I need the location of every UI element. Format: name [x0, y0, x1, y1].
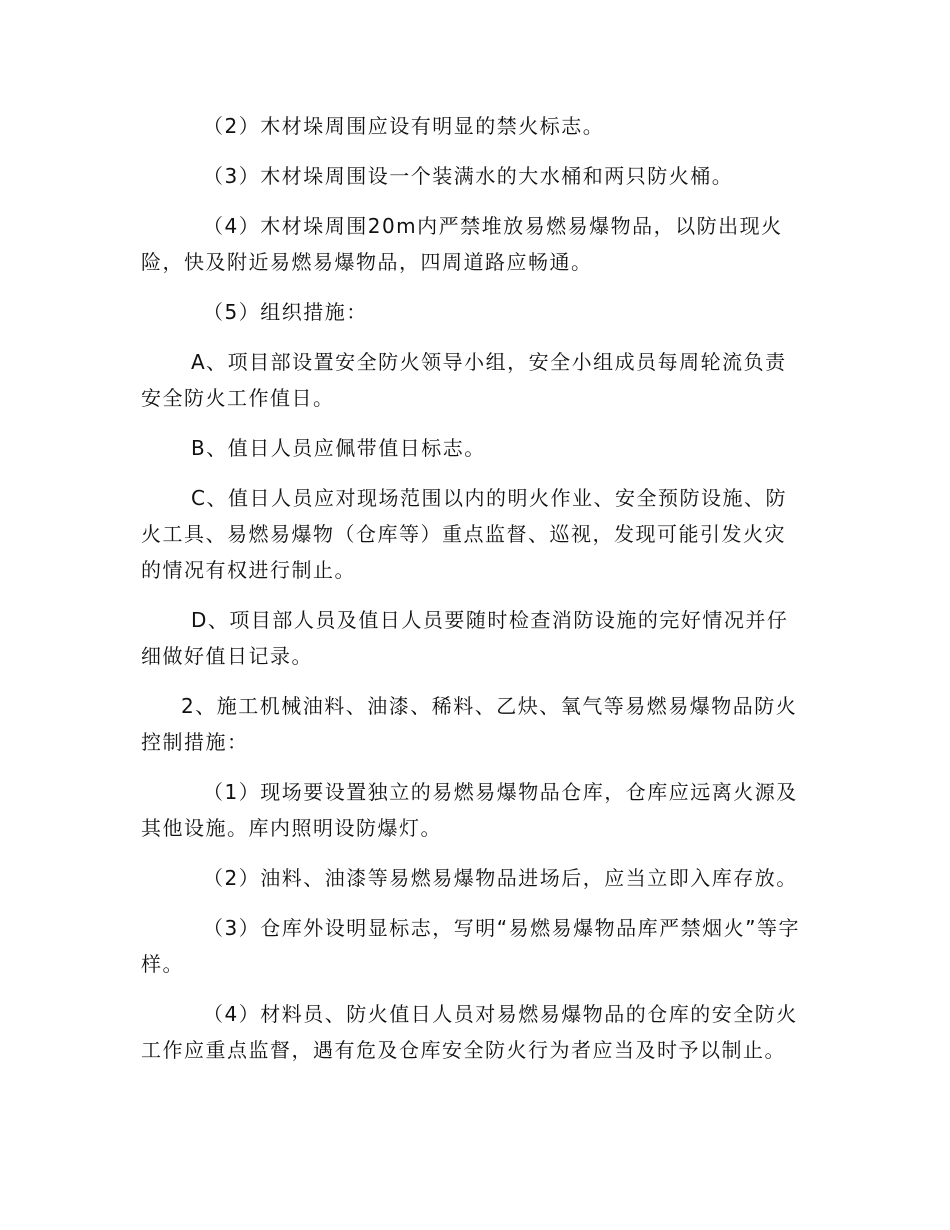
paragraph-item-3-water-bucket: （3）木材垛周围设一个装满水的大水桶和两只防火桶。 — [203, 164, 734, 188]
paragraph-item-1-warehouse: （1）现场要设置独立的易燃易爆物品仓库，仓库应远离火源及其他设施。库内照明设防爆灯。 — [141, 780, 798, 840]
paragraph-item-5-organization: （5）组织措施： — [203, 300, 368, 324]
paragraph-item-4-supervision: （4）材料员、防火值日人员对易燃易爆物品的仓库的安全防火工作应重点监督，遇有危及仓库安全防火行为者应当及时予以制止。 — [141, 1002, 798, 1062]
section-heading-2-fire-control: 2、施工机械油料、油漆、稀料、乙炔、氧气等易燃易爆物品防火控制措施： — [141, 694, 798, 754]
paragraph-item-2-storage: （2）油料、油漆等易燃易爆物品进场后，应当立即入库存放。 — [203, 866, 798, 890]
paragraph-item-d-inspection: D、项目部人员及值日人员要随时检查消防设施的完好情况并仔细做好值日记录。 — [141, 608, 789, 668]
document-body — [141, 108, 801, 1068]
paragraph-item-b-badge: B、值日人员应佩带值日标志。 — [191, 436, 486, 460]
paragraph-item-c-supervision: C、值日人员应对现场范围以内的明火作业、安全预防设施、防火工具、易燃易爆物（仓库等）重点监督、巡视，发现可能引发火灾的情况有权进行制止。 — [141, 486, 787, 582]
paragraph-item-a-leadership: A、项目部设置安全防火领导小组，安全小组成员每周轮流负责安全防火工作值日。 — [141, 350, 787, 410]
paragraph-item-4-storage-ban: （4）木材垛周围20m内严禁堆放易燃易爆物品，以防出现火险，快及附近易燃易爆物品，四周道路应畅通。 — [141, 214, 783, 274]
paragraph-item-3-warning-sign: （3）仓库外设明显标志，写明“易燃易爆物品库严禁烟火”等字样。 — [141, 916, 800, 976]
paragraph-item-2-signage: （2）木材垛周围应设有明显的禁火标志。 — [203, 114, 605, 138]
